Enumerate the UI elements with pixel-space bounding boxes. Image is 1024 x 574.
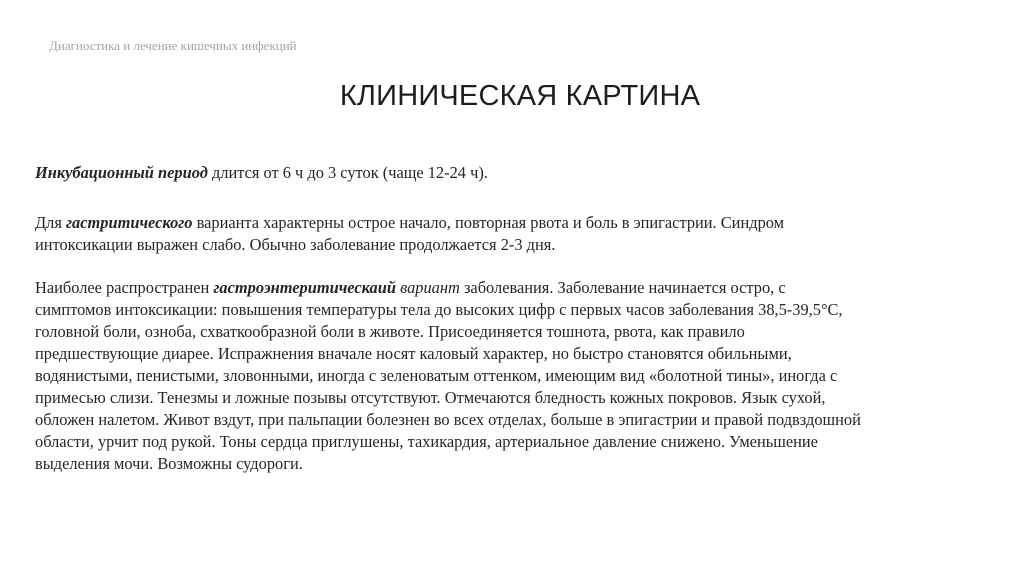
paragraph-line: выделения мочи. Возможны судороги.: [35, 454, 303, 473]
incubation-paragraph: [35, 162, 1010, 184]
paragraph-line: примесью слизи. Тенезмы и ложные позывы отсутствуют. Отмечаются бледность кожных покровов. Язык сухой,: [35, 388, 826, 407]
text-fragment: заболевания. Заболевание начинается остро, с: [459, 278, 786, 297]
paragraph-line: интоксикации выражен слабо. Обычно заболевание продолжается 2-3 дня.: [35, 235, 556, 254]
gastroenteritic-term: гастроэнтеритическаий: [213, 278, 396, 297]
paragraph-line: симптомов интоксикации: повышения температуры тела до высоких цифр с первых часов заболевания 38,5-39,5°С,: [35, 300, 843, 319]
paragraph-line: области, урчит под рукой. Тоны сердца приглушены, тахикардия, артериальное давление снижено. Уменьшение: [35, 432, 818, 451]
paragraph-line: [35, 212, 1010, 234]
text-fragment: Наиболее распространен: [35, 278, 214, 297]
presentation-subject-label: Диагностика и лечение кишечных инфекций: [49, 38, 297, 53]
text-fragment: Для: [35, 213, 66, 232]
gastritic-variant-paragraph: [35, 212, 1010, 256]
incubation-text: длится от 6 ч до 3 суток (чаще 12-24 ч).: [207, 163, 488, 182]
slide-title: КЛИНИЧЕСКАЯ КАРТИНА: [339, 80, 701, 112]
gastroenteritic-variant-paragraph: [35, 277, 1010, 475]
paragraph-line: [35, 277, 1010, 299]
paragraph-line: водянистыми, пенистыми, зловонными, иногда с зеленоватым оттенком, имеющим вид «болотной тины», иногда с: [35, 366, 838, 385]
slide-content: [35, 162, 1010, 475]
gastritic-term: гастритического: [66, 213, 193, 232]
text-fragment: варианта характерны острое начало, повторная рвота и боль в эпигастрии. Синдром: [192, 213, 785, 232]
paragraph-line: головной боли, озноба, схваткообразной боли в животе. Присоединяется тошнота, рвота, как правило: [35, 322, 745, 341]
paragraph-line: предшествующие диарее. Испражнения вначале носят каловый характер, но быстро становятся обильными,: [35, 344, 792, 363]
paragraph-line: обложен налетом. Живот вздут, при пальпации болезнен во всех отделах, больше в эпигастрии и правой подвздошной: [35, 410, 861, 429]
variant-term: вариант: [400, 278, 460, 297]
incubation-term: Инкубационный период: [35, 163, 208, 182]
